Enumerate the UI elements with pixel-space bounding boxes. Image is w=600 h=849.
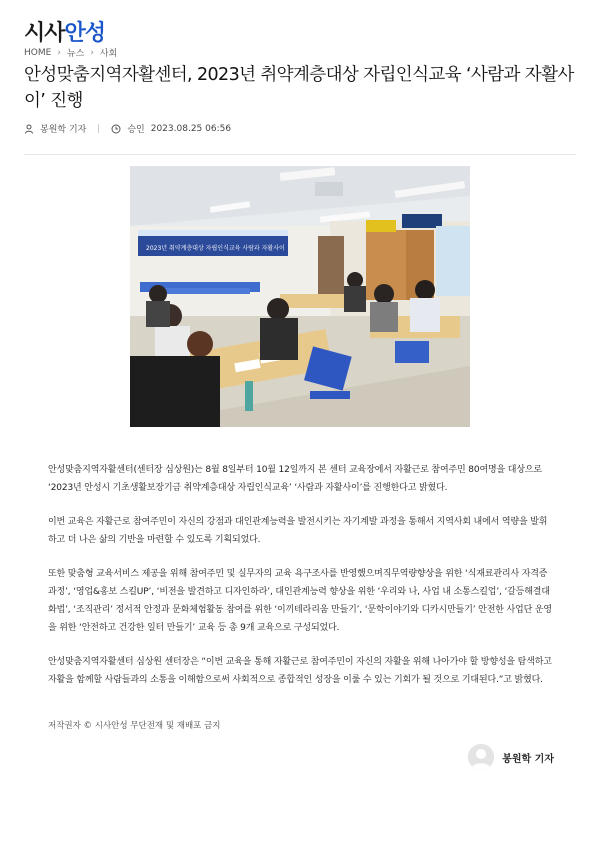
paragraph: 안성맞춤지역자활센터(센터장 심상원)는 8월 8일부터 10월 12일까지 본 센터 교육장에서 자활근로 참여주민 80여명을 대상으로 ‘2023년 안성시 기초생활보장기금 취약계층대상 자립인식교육’ ‘사람과 자활사이’를 진행한다고 밝혔다.	[48, 465, 542, 493]
article-body	[48, 461, 553, 705]
classroom-photo-illustration	[130, 166, 470, 427]
article-photo[interactable]	[130, 166, 470, 427]
author-box[interactable]	[468, 744, 554, 770]
article-title: 안성맞춤지역자활센터, 2023년 취약계층대상 자립인식교육 ‘사람과 자활사이’ 진행	[24, 65, 574, 111]
paragraph: 이번 교육은 자활근로 참여주민이 자신의 강점과 대인관계능력을 발전시키는 자기계발 과정을 통해서 지역사회 내에서 역량을 발휘하고 더 나은 삶의 기반을 마련할 수 있도록 기획되었다.	[48, 517, 548, 545]
logo-text-right: 안성	[64, 21, 106, 46]
meta-divider	[98, 124, 99, 133]
breadcrumb-level1[interactable]: 뉴스	[66, 49, 85, 59]
breadcrumb	[24, 46, 117, 59]
user-icon	[24, 124, 34, 134]
footer-author-name[interactable]: 봉원학 기자	[502, 753, 554, 765]
site-logo[interactable]	[24, 16, 105, 47]
approved-datetime: 2023.08.25 06:56	[150, 123, 232, 134]
photo-banner-text: 2023년 취약계층대상 자립인식교육 사람과 자활사이	[146, 245, 285, 252]
article-meta	[24, 122, 231, 135]
paragraph: 또한 맞춤형 교육서비스 제공을 위해 참여주민 및 실무자의 교육 욕구조사를 반영했으며직무역량향상을 위한 ‘식재료관리사 자격증과정’, ‘영업&홍보 스킬UP’, ‘비전을 발견하고 디자인하라’, 대인관계능력 향상을 위한 ‘우리와 나, 사업 내 소통스킬업’, ‘갈등해결대화법’, ‘조직관리’ 정서적 안정과 문화체험활동 참여를 위한 ‘이끼테라리움 만들기’, ‘문학이야기와 디카시만들기’ 안전한 사업단 운영을 위한 ‘안전하고 건강한 일터 만들기’ 교육 등 총 9개 교육으로 구성되었다.	[48, 569, 552, 633]
copyright-notice: 저작권자 © 시사안성 무단전재 및 재배포 금지	[48, 721, 221, 731]
header-divider	[24, 154, 576, 155]
avatar-placeholder-icon	[468, 744, 494, 770]
article-author[interactable]: 봉원학 기자	[40, 125, 87, 135]
chevron-right-icon: ›	[57, 47, 61, 58]
chevron-right-icon: ›	[90, 47, 94, 58]
approved-label: 승인	[127, 125, 145, 135]
clock-icon	[111, 124, 121, 134]
logo-text-left: 시사	[24, 21, 65, 46]
avatar[interactable]	[468, 744, 494, 770]
paragraph: 안성맞춤지역자활센터 심상원 센터장은 “이번 교육을 통해 자활근로 참여주민이 자신의 자활을 위해 나아가야 할 방향성을 탐색하고 자활을 함께할 사람들과의 소통을 이해함으로써 사회적으로 종합적인 성장을 이룰 수 있는 기회가 될 것으로 기대된다.”고 밝혔다.	[48, 657, 552, 685]
breadcrumb-level2[interactable]: 사회	[99, 49, 118, 59]
breadcrumb-home[interactable]: HOME	[24, 47, 52, 58]
